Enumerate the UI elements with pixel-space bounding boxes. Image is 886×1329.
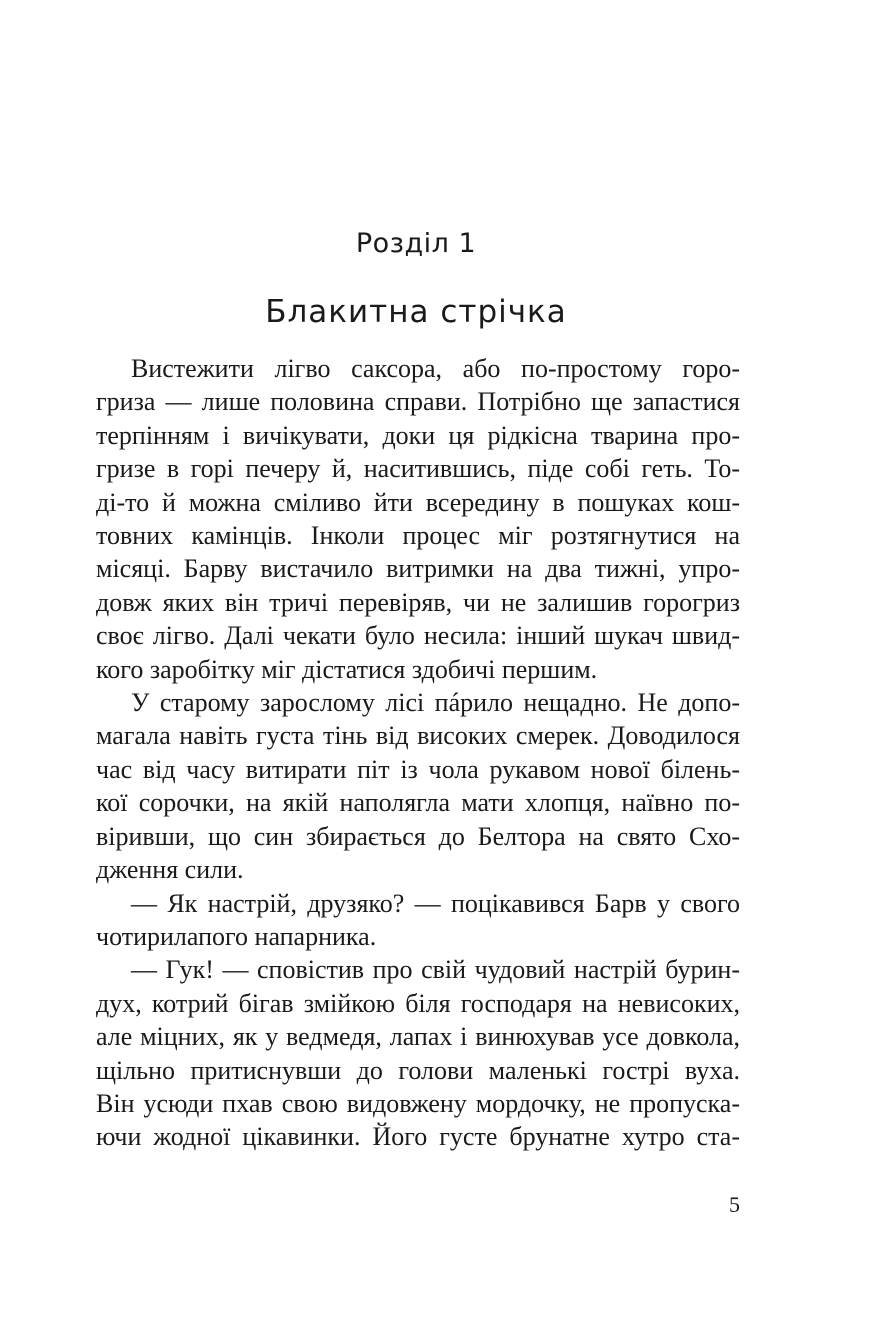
text-line: гризе в горі печеру й, наситившись, піде собі геть. То- (96, 454, 740, 484)
paragraph (96, 686, 740, 886)
text-line: ді-то й можна сміливо йти всередину в пошуках кош- (96, 487, 740, 517)
text-line: місяці. Барву вистачило витримки на два тижні, упро- (96, 554, 740, 584)
text-line: час від часу витирати піт із чола рукавом нової білень- (96, 754, 740, 784)
text-line: гриза — лише половина справи. Потрібно ще запастися (96, 387, 740, 417)
text-line: щільно притиснувши до голови маленькі гострі вуха. (96, 1055, 740, 1085)
text-line: — Гук! — сповістив про свій чудовий настрій бурин- (131, 955, 740, 985)
text-line: чотирилапого напарника. (96, 921, 377, 951)
text-line: дух, котрий бігав змійкою біля господаря на невисоких, (96, 988, 740, 1018)
text-line: У старому зарослому лісі пáрило нещадно. Не допо- (131, 688, 740, 718)
page-number: 5 (729, 1192, 740, 1217)
chapter-number: Розділ 1 (355, 228, 477, 259)
text-line: магала навіть густа тінь від високих смерек. Доводилося (96, 721, 740, 751)
text-line: терпінням і вичікувати, доки ця рідкісна тварина про- (96, 420, 740, 450)
text-line: ючи жодної цікавинки. Його густе брунатне хутро ста- (96, 1122, 740, 1152)
text-line: — Як настрій, друзяко? — поцікавився Барв у свого (131, 888, 740, 918)
text-line: дження сили. (96, 855, 244, 885)
text-line: Вистежити лігво саксора, або по-простому горо- (131, 354, 740, 383)
body-text (96, 352, 740, 1154)
paragraph (96, 887, 740, 954)
text-line: товних камінців. Інколи процес міг розтягнутися на (96, 521, 740, 551)
text-line: віривши, що син збирається до Белтора на свято Схо- (96, 821, 740, 851)
paragraph (96, 352, 740, 686)
text-line: кого заробітку міг дістатися здобичі першим. (96, 654, 598, 684)
text-line: Він усюди пхав свою видовжену мордочку, не пропуска- (96, 1088, 740, 1118)
text-line: кої сорочки, на якій наполягла мати хлопця, наївно по- (96, 788, 740, 818)
text-line: але міцних, як у ведмедя, лапах і винюхував усе довкола, (96, 1022, 740, 1052)
text-line: своє лігво. Далі чекати було несила: інший шукач швид- (96, 621, 740, 651)
chapter-title: Блакитна стрічка (265, 294, 567, 330)
text-line: довж яких він тричі перевіряв, чи не залишив горогриз (96, 587, 740, 617)
paragraph (96, 953, 740, 1153)
